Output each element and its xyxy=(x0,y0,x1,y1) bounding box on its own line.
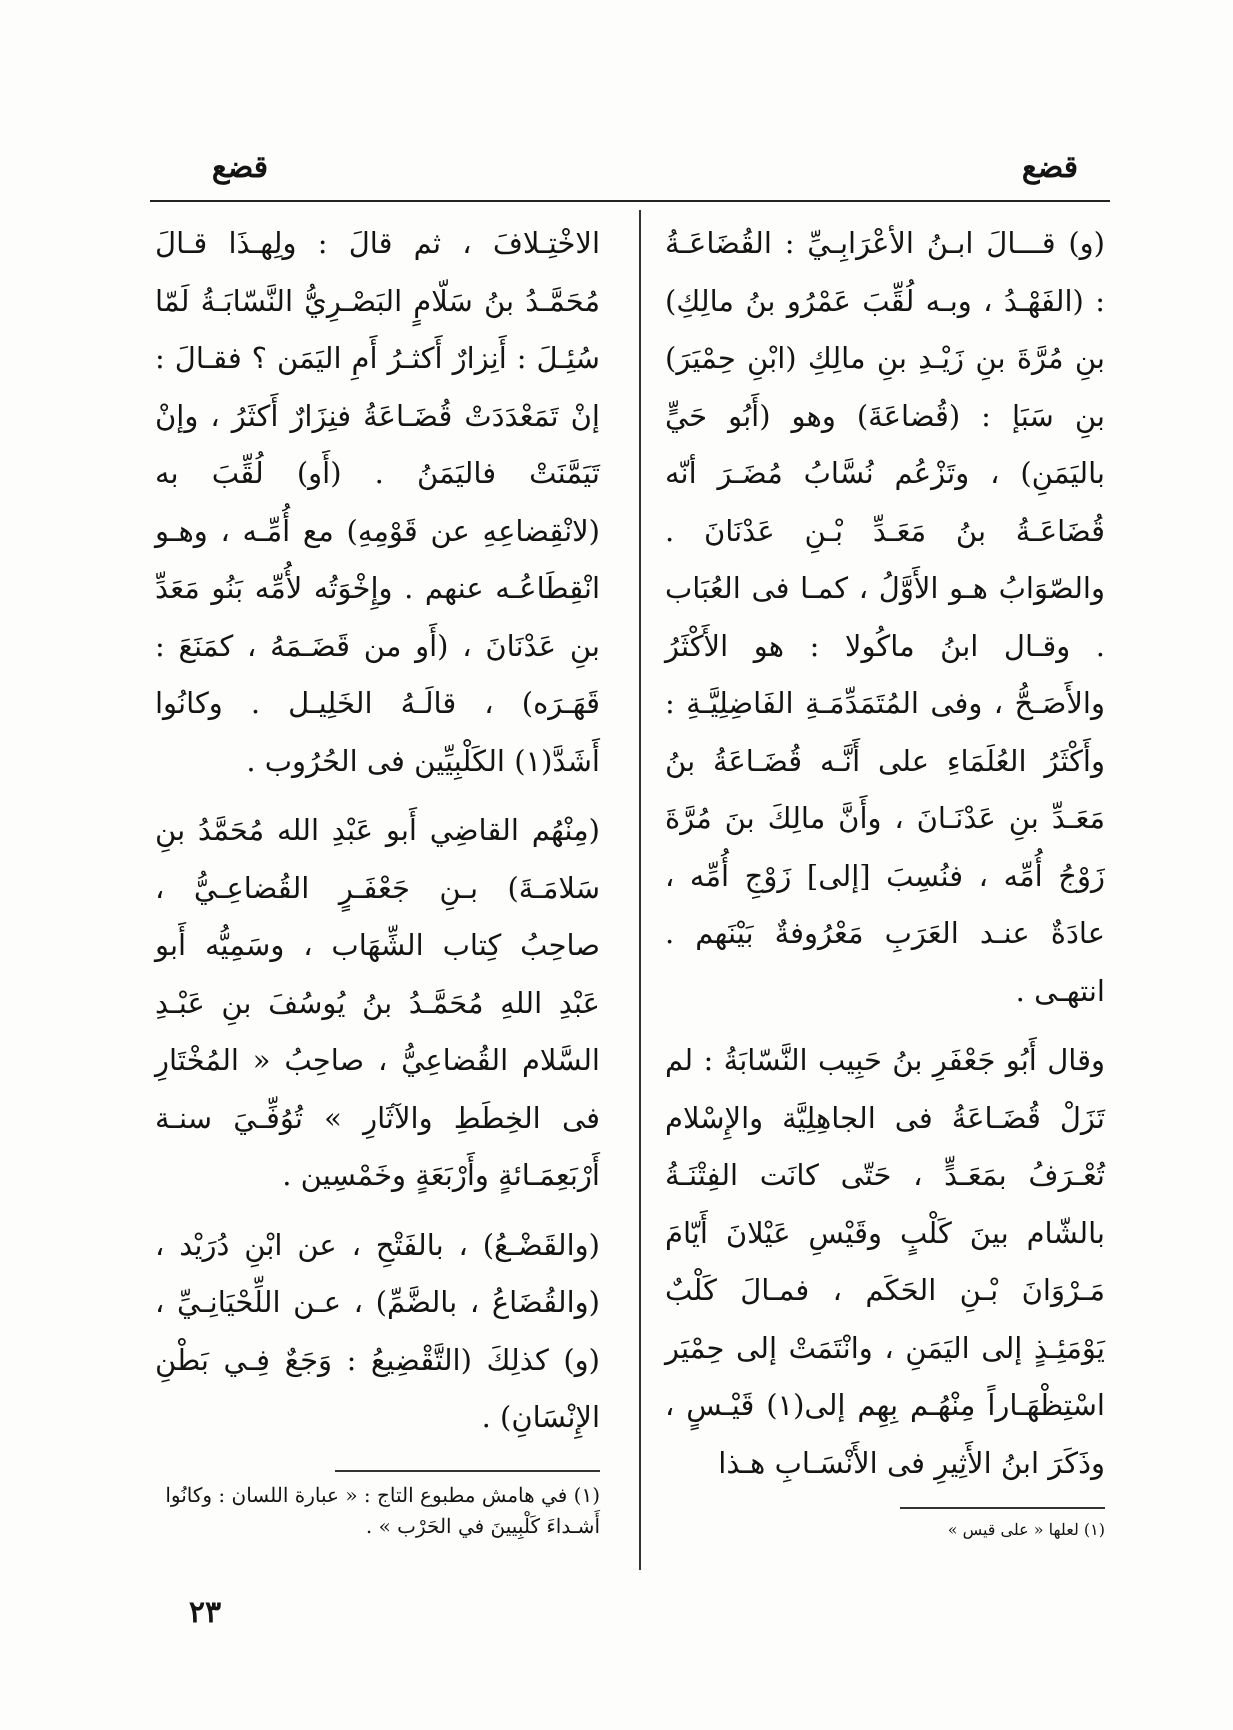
footnote-left: (١) في هامش مطبوع التاج : « عبارة اللسان : وكانُوا أَشـداءَ كَلْبِيينَ في الحَرْب » . xyxy=(165,1483,600,1538)
footnote-rule-left xyxy=(335,1470,600,1472)
footnote-rule-right xyxy=(900,1507,1105,1509)
left-column xyxy=(155,215,600,1447)
right-paragraph-2: وقال أَبُو جَعْفَرِ بنُ حَبِيب النَّسّابَةُ : لم تَزَلْ قُضَـاعَةُ فى الجاهِلِيَّة والإِسْلام تُعْـرَفُ بمَعَـدٍّ ، حَتّى كانَت الفِتْنَـةُ بالشّام بينَ كَلْبٍ وقَيْسِ عَيْلانَ أَيّامَ مَـرْوَانَ بْـنِ الحَكَم ، فمـالَ كَلْبٌ يَوْمَئِـذٍ إلى اليَمَنِ ، وانْتَمَتْ إلى حِمْيَر اسْتِظْهَـاراً مِنْهُـم بِهِم إلى(١) قَيْـسٍ ، وذَكَرَ ابنُ الأَثِيرِ فى الأَنْسَـابِ هـذا xyxy=(665,1043,1105,1480)
footnote-right: (١) لعلها « على قيس » xyxy=(947,1520,1105,1539)
page-number: ٢٣ xyxy=(188,1595,222,1630)
right-paragraph-1: (و) قـــالَ ابـنُ الأعْرَابِـيِّ : القُضَاعَـةُ : (الفَهْـدُ ، وبـه لُقِّبَ عَمْرُو بنُ مالِكِ) بنِ مُرَّةَ بنِ زَيْـدِ بنِ مالِكِ (ابْنِ حِمْيَرَ) بنِ سَبَإ : (قُضاعَةَ) وهو (أَبُو حَيٍّ باليَمَنِ) ، وتَزْعُم نُسَّابُ مُضَـرَ أنّه قُضَاعَـةُ بنُ مَعَـدِّ بْـنِ عَدْنَانَ . والصّوَابُ هـو الأَوَّلُ ، كمـا فى العُبَاب . وقـال ابنُ ماكُولا : هو الأَكْثَرُ والأَصَـحُّ ، وفى المُتَمَدِّمَـةِ الفَاضِلِيَّـةِ : وأَكْثَرُ العُلَمَاءِ على أَنَّـه قُضَـاعَةُ بنُ مَعَـدِّ بنِ عَدْنَـانَ ، وأَنَّ مالِكَ بنَ مُرَّةَ زَوْجُ أُمِّه ، فنُسِبَ [إلى] زَوْجِ أُمِّه ، عادَةٌ عنـد العَرَبِ مَعْرُوفةٌ بَيْنَهم . انتهـى . xyxy=(665,226,1105,1008)
column-divider xyxy=(639,210,641,1570)
right-column xyxy=(665,215,1105,1492)
running-head-right: قضع xyxy=(1021,150,1079,185)
header-rule xyxy=(150,200,1110,202)
left-paragraph-3: (والقَضْـعُ) ، بالفَتْحِ ، عن ابْنِ دُرَيْد ، (والقُضَاعُ ، بالضَّمِّ) ، عـن اللِّحْيَانِـيِّ ، (و) كذلِكَ (التَّقْضِيعُ : وَجَعٌ فِـي بَطْنِ الإِنْسَانِ) . xyxy=(155,1227,600,1434)
left-paragraph-1: الاخْتِـلافَ ، ثم قالَ : ولِهـذَا قـالَ مُحَمَّـدُ بنُ سَلّامٍ البَصْـرِيُّ النَّسّابَـةُ لَمّا سُئِـلَ : أَنِزارٌ أَكثـرُ أَمِ اليَمَن ؟ فقـالَ : إنْ تَمَعْدَدَتْ قُضَـاعَةُ فنِزَارٌ أَكثَرُ ، وإنْ تَيَمَّنَتْ فاليَمَنُ . (أَو) لُقِّبَ به (لانْقِضاعِهِ عن قَوْمِهِ) مع أُمِّـه ، وهـو انْقِطَاعُـه عنهم . وإِخْوَتُه لأُمِّه بَنُو مَعَدِّ بنِ عَدْنَانَ ، (أَو من قَضَـمَهُ ، كمَنَعَ : قَهَـرَه) ، قالَـهُ الخَلِيـل . وكانُوا أَشَدَّ(١) الكَلْبِيِّين فى الحُرُوب . xyxy=(155,226,600,778)
running-head-left: قضع xyxy=(211,150,269,185)
left-paragraph-2: (مِنْهُم القاضِي أَبو عَبْدِ الله مُحَمَّدُ بنِ سَلامَـةَ) بـنِ جَعْفَـرٍ القُضاعِـيُّ ، صاحِبُ كِتاب الشِّهَاب ، وسَمِيُّه أَبو عَبْدِ اللهِ مُحَمَّـدُ بنُ يُوسُفَ بنِ عَبْـدِ السَّلام القُضاعِيُّ ، صاحِبُ « المُخْتَارِ فى الخِطَطِ والآثَارِ » تُوُفِّـيَ سنـة أَرْبَعِمَـائةٍ وأَرْبَعَةٍ وخَمْسِين . xyxy=(155,813,600,1192)
